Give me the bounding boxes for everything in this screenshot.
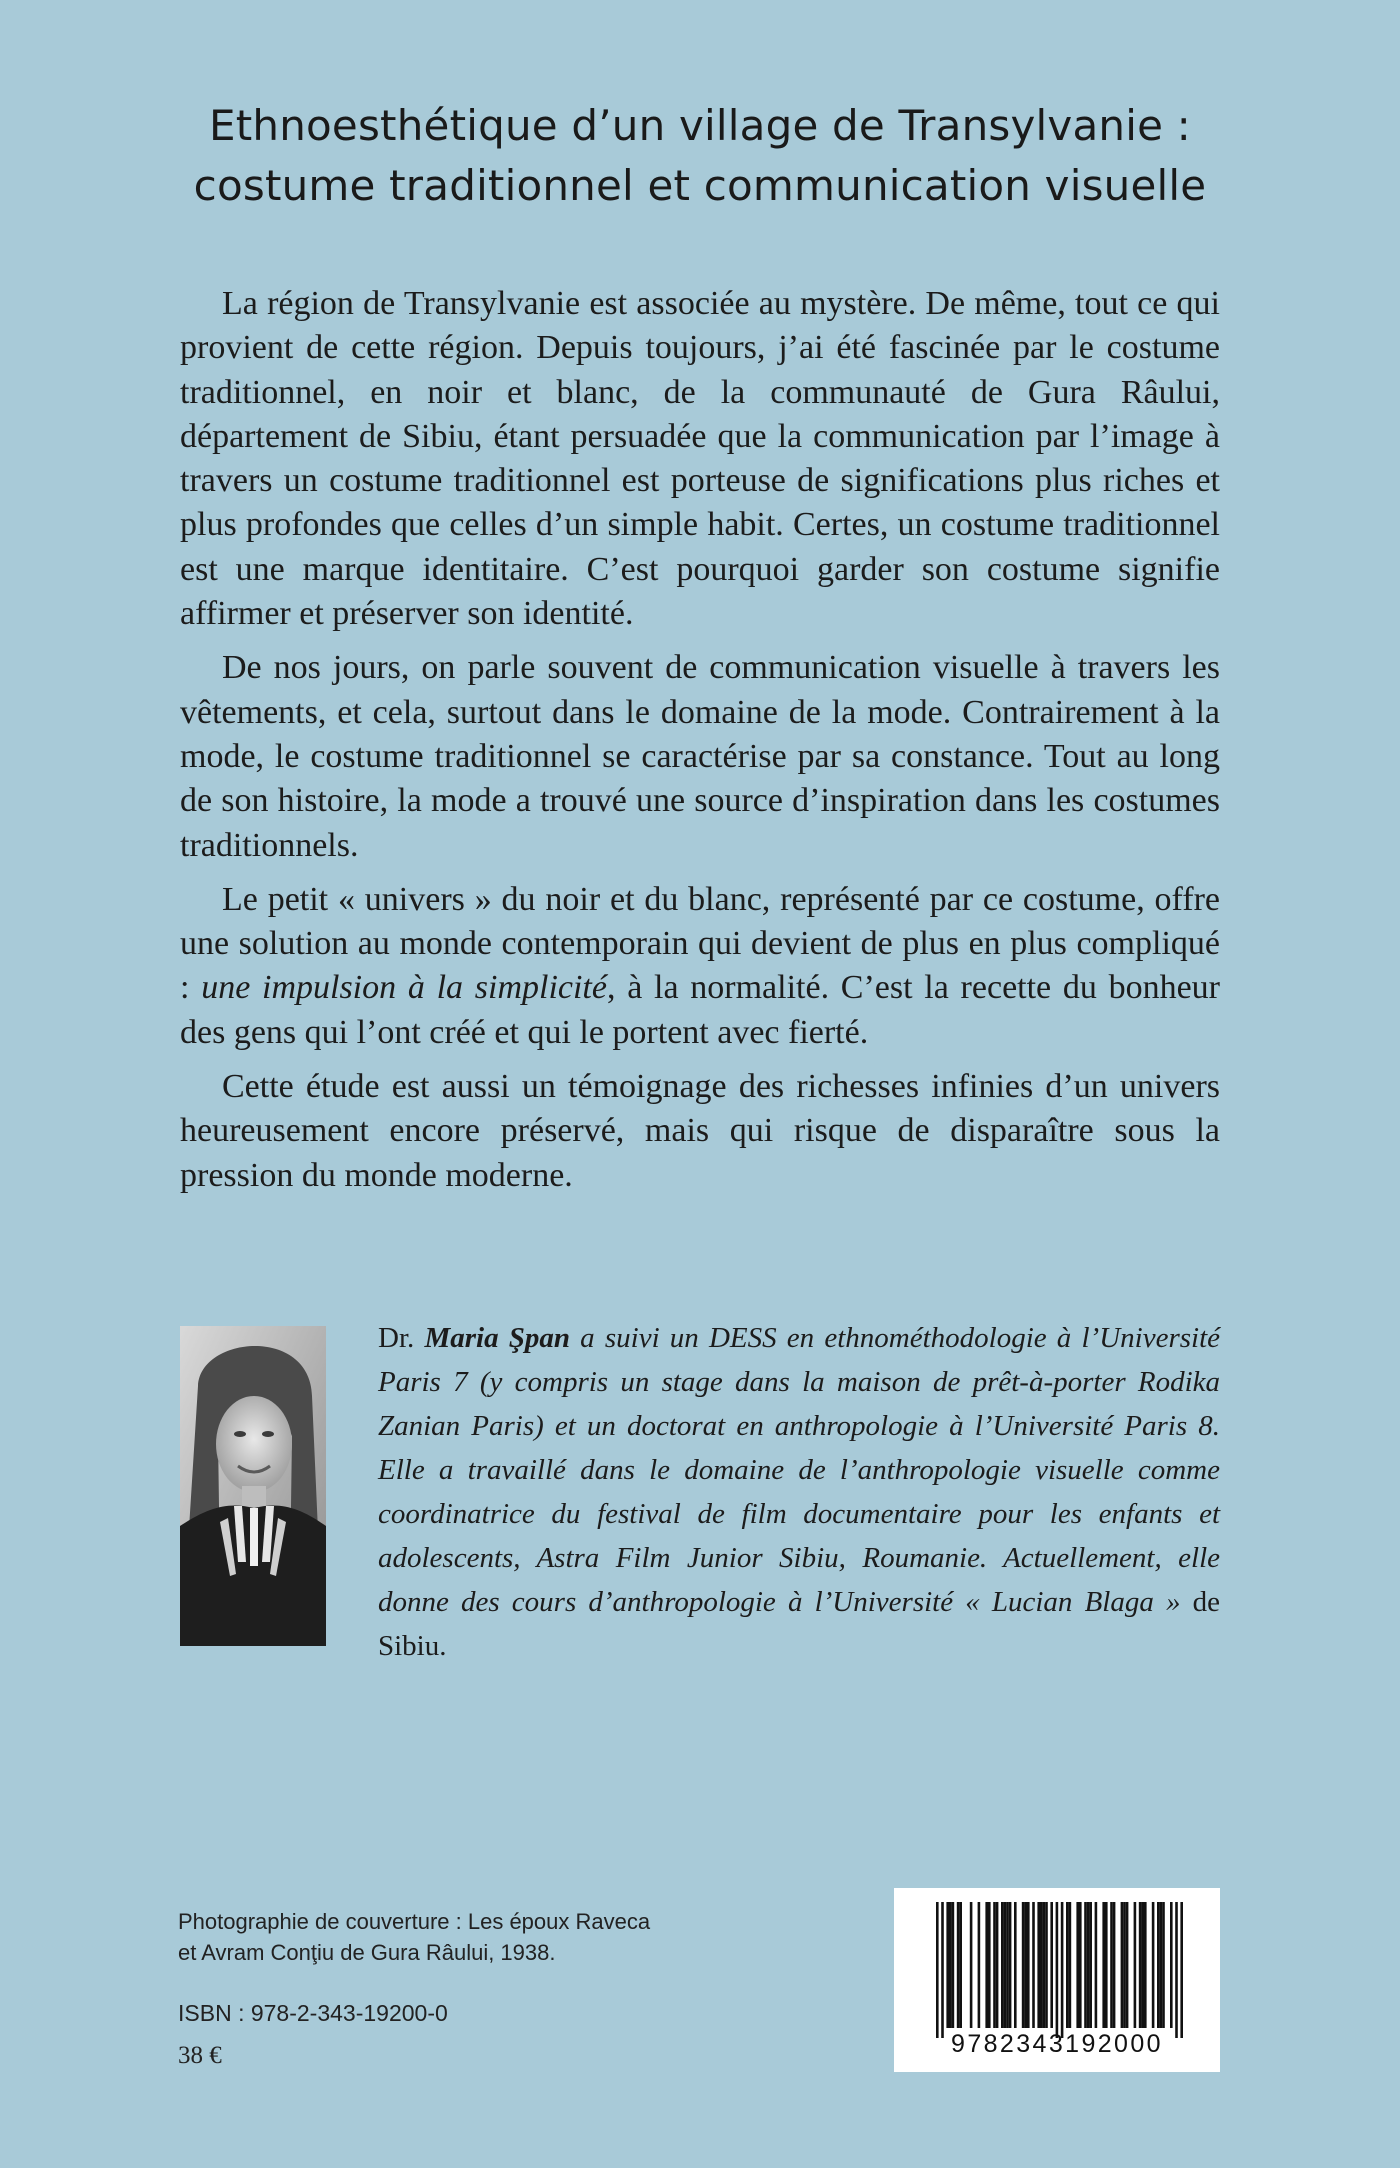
barcode-bar (1056, 1902, 1059, 2038)
barcode-bar (1045, 1902, 1048, 2028)
barcode-bar (1001, 1902, 1004, 2028)
barcode-bar (970, 1902, 973, 2028)
book-title (140, 96, 1260, 216)
barcode-bar (1121, 1902, 1124, 2028)
barcode-bar (1009, 1902, 1012, 2028)
barcode-bar (1037, 1902, 1040, 2028)
author-bio (378, 1316, 1220, 1668)
barcode-bar (1134, 1902, 1137, 2028)
barcode-bar (1157, 1902, 1160, 2028)
barcode-bar (1139, 1902, 1142, 2028)
barcode-bar (1152, 1902, 1155, 2028)
barcode-bar (1066, 1902, 1069, 2028)
barcode (894, 1888, 1220, 2072)
barcode-bar (993, 1902, 996, 2028)
blurb-paragraph-3-italic: une impulsion à la simplicité (201, 969, 607, 1007)
blurb-paragraph-3-start: Le petit « univers » du noir et du blanc, représenté par ce costume, offre une solution au monde contemporain qui devient de plus en plus compliqué : (180, 880, 1220, 1007)
blurb (180, 282, 1220, 1198)
barcode-bar (1113, 1902, 1116, 2028)
barcode-bar (1076, 1902, 1079, 2028)
barcode-bar (1032, 1902, 1035, 2028)
barcode-bar (1087, 1902, 1090, 2028)
barcode-bar (1061, 1902, 1064, 2038)
author-portrait-image (180, 1326, 326, 1646)
barcode-bar (1043, 1902, 1046, 2028)
isbn: ISBN : 978-2-343-19200-0 (178, 2000, 448, 2026)
barcode-bar (1079, 1902, 1082, 2028)
author-name: Maria Şpan (424, 1322, 570, 1354)
blurb-paragraph-2: De nos jours, on parle souvent de communication visuelle à travers les vêtements, et cela, surtout dans le domaine de la mode. Contrairement à la mode, le costume traditionnel se caractérise par sa constance. Tout au long de son histoire, la mode a trouvé une source d’inspiration dans les costumes traditionnels. (180, 649, 1220, 864)
barcode-bar (1102, 1902, 1105, 2028)
photo-credits-line-1: Photographie de couverture : Les époux Raveca (178, 1909, 651, 1934)
barcode-bar (1123, 1902, 1126, 2028)
barcode-bar (1170, 1902, 1173, 2028)
barcode-bar (996, 1902, 999, 2028)
barcode-bar (936, 1902, 939, 2038)
barcode-bar (1050, 1902, 1053, 2028)
author-bio-text: a suivi un DESS en ethnométhodologie à l’Université Paris 7 (y compris un stage dans la maison de prêt-à-porter Rodika Zanian Paris) et un doctorat en anthropologie à l’Université Paris 8. Elle a travaillé dans le domaine de l’anthropologie visuelle comme coordinatrice du festival de film documentaire pour les enfants et adolescents, Astra Film Junior Sibiu, Roumanie. Actuellement, elle donne des cours d’anthropologie à l’Université « Lucian Blaga » (378, 1322, 1221, 1618)
barcode-bar (1141, 1902, 1144, 2028)
barcode-bar (941, 1902, 944, 2038)
barcode-bar (952, 1902, 955, 2028)
blurb-paragraph-1: La région de Transylvanie est associée au mystère. De même, tout ce qui provient de cette région. Depuis toujours, j’ai été fascinée par le costume traditionnel, en noir et blanc, de la communauté de Gura Râului, département de Sibiu, étant persuadée que la communication par l’image à travers un costume traditionnel est porteuse de significations plus riches et plus profondes que celles d’un simple habit. Certes, un costume traditionnel est une marque identitaire. C’est pourquoi garder son costume signifie affirmer et préserver son identité. (180, 285, 1220, 633)
barcode-bar (1144, 1902, 1147, 2028)
barcode-bar (946, 1902, 949, 2028)
barcode-bar (1105, 1902, 1108, 2028)
barcode-bar (959, 1902, 962, 2028)
author-title-prefix: Dr. (378, 1322, 425, 1354)
barcode-bar (1095, 1902, 1098, 2028)
price: 38 € (178, 2042, 222, 2069)
barcode-bar (1089, 1902, 1092, 2028)
author-bio-end: de Sibiu. (378, 1586, 1220, 1662)
book-title-line-1: Ethnoesthétique d’un village de Transylvanie : (208, 101, 1192, 150)
barcode-bar (1175, 1902, 1178, 2038)
blurb-paragraph-3-end: , à la normalité. C’est la recette du bonheur des gens qui l’ont créé et qui le portent avec fierté. (180, 969, 1221, 1051)
barcode-bar (1040, 1902, 1043, 2028)
barcode-bar (1162, 1902, 1165, 2028)
barcode-bar (957, 1902, 960, 2028)
barcode-bar (988, 1902, 991, 2028)
photo-credits (178, 1906, 698, 1968)
barcode-bar (1004, 1902, 1007, 2028)
barcode-bar (1022, 1902, 1025, 2028)
blurb-paragraph-4: Cette étude est aussi un témoignage des richesses infinies d’un univers heureusement encore préservé, mais qui risque de disparaître sous la pression du monde moderne. (180, 1068, 1220, 1194)
barcode-bar (1126, 1902, 1129, 2028)
barcode-bar (1160, 1902, 1163, 2028)
barcode-bar (1110, 1902, 1113, 2028)
barcode-bar (1014, 1902, 1017, 2028)
barcode-bar (949, 1902, 952, 2028)
barcode-bar (985, 1902, 988, 2028)
photo-credits-line-2: et Avram Conţiu de Gura Râului, 1938. (178, 1940, 556, 1965)
blurb-paragraph-3 (180, 878, 1220, 1055)
author-photo (180, 1326, 326, 1646)
barcode-bar (1006, 1902, 1009, 2028)
barcode-bar (1024, 1902, 1027, 2028)
barcode-bar (1027, 1902, 1030, 2028)
barcode-bar (1084, 1902, 1087, 2028)
book-title-line-2: costume traditionnel et communication visuelle (193, 161, 1207, 210)
barcode-bar (1069, 1902, 1072, 2028)
barcode-number: 9782343192000 (951, 2030, 1163, 2058)
barcode-bar (1180, 1902, 1183, 2038)
barcode-bar (978, 1902, 981, 2028)
